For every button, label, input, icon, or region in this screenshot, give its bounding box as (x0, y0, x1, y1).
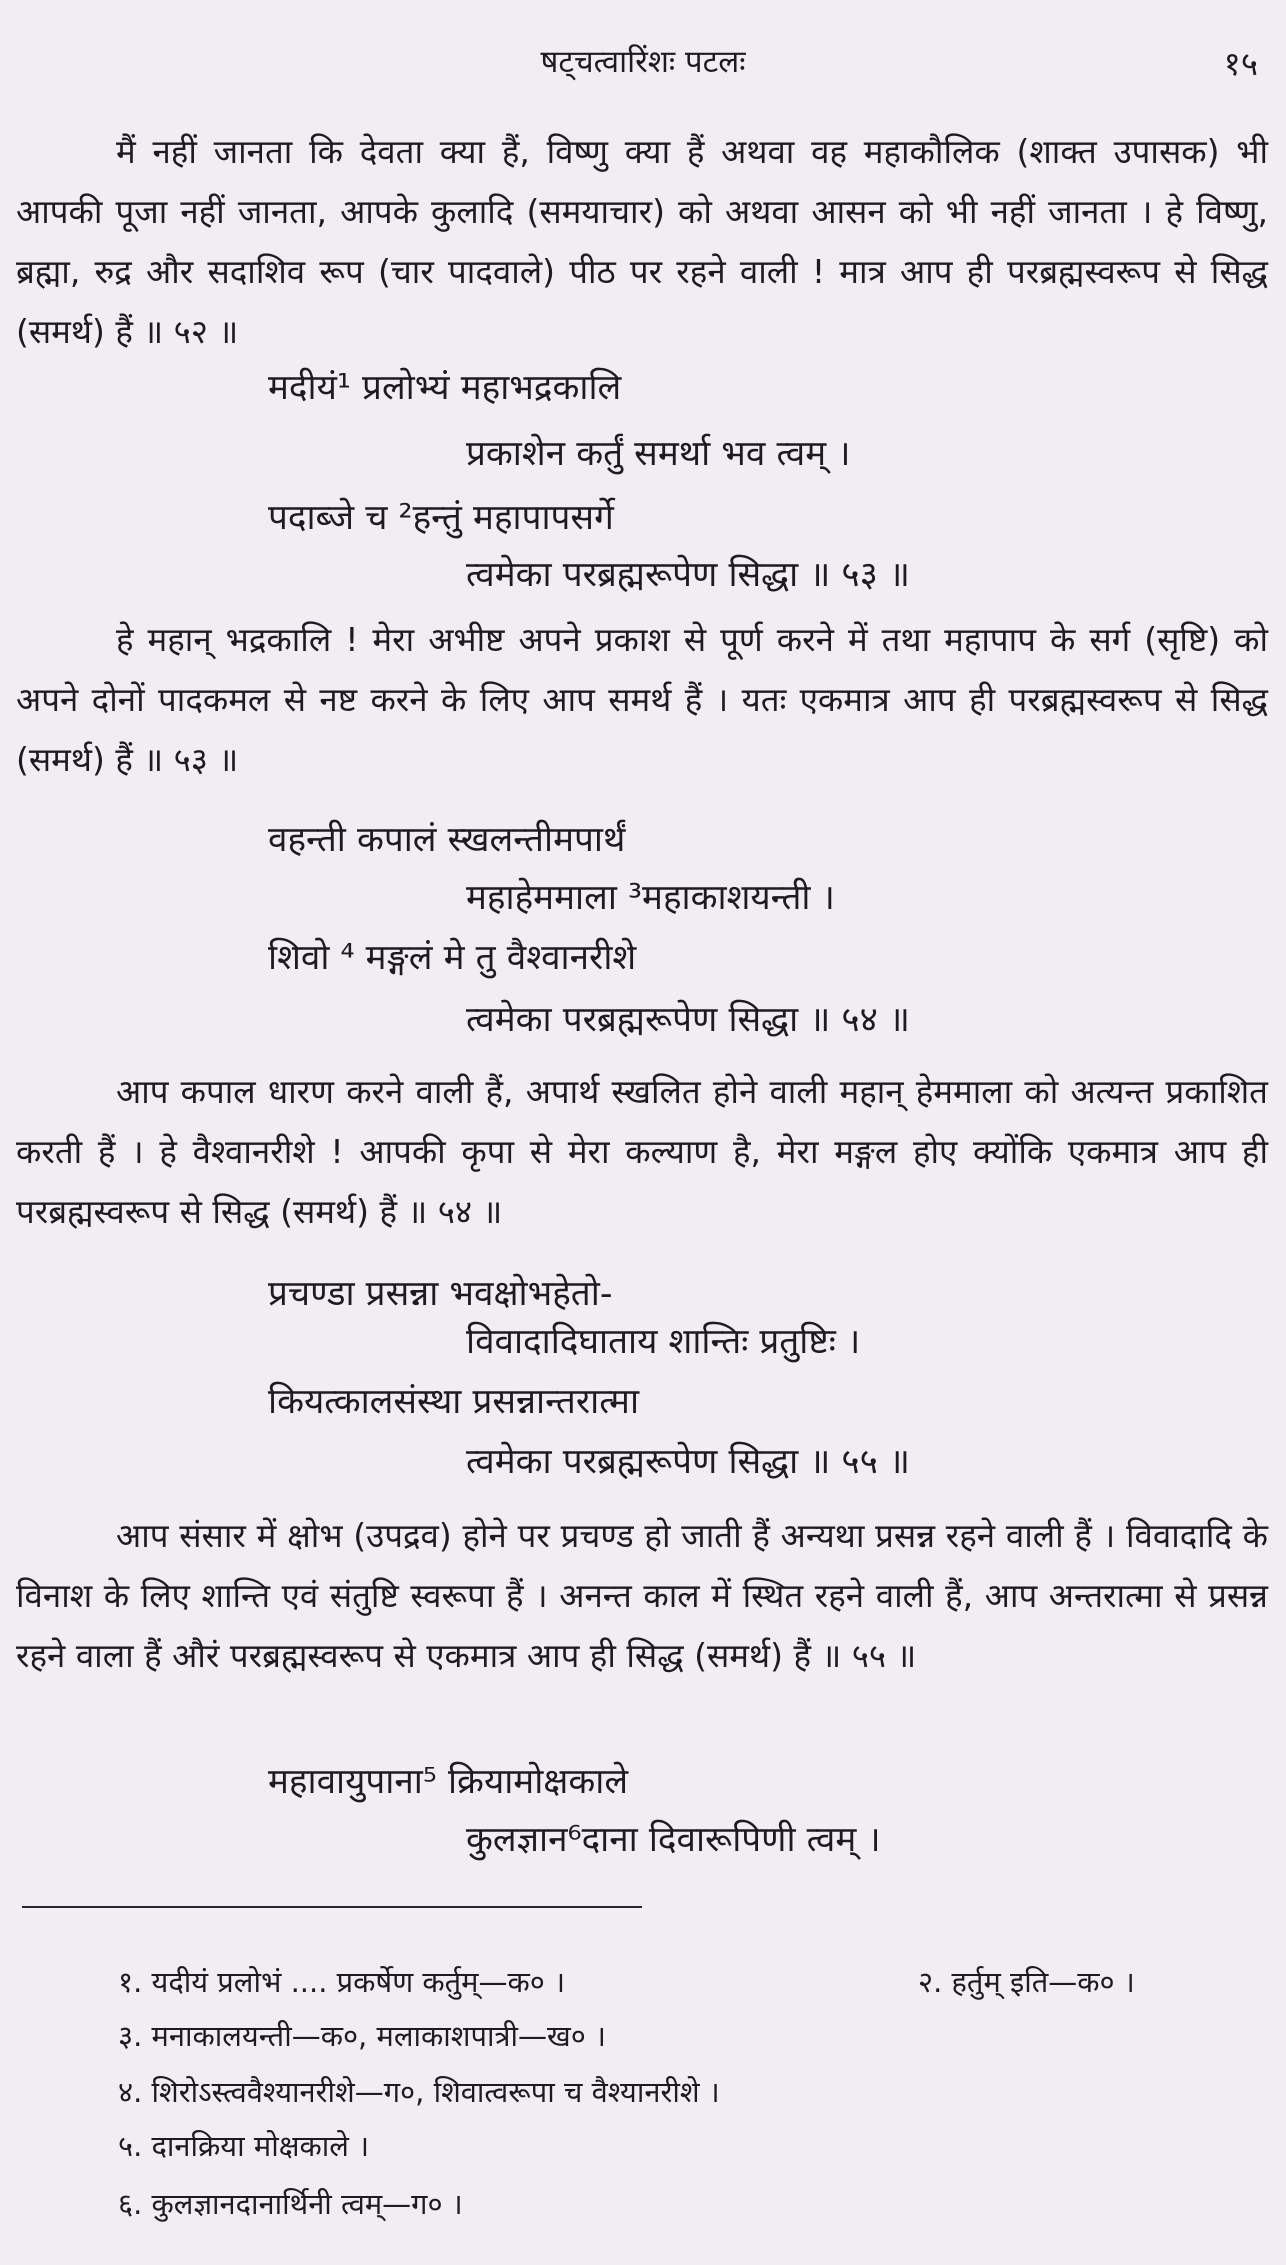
verse-line: कियत्कालसंस्था प्रसन्नान्तरात्मा (268, 1382, 640, 1422)
verse-line: महाहेममाला ³महाकाशयन्ती । (466, 878, 835, 918)
commentary-paragraph-55: आप संसार में क्षोभ (उपद्रव) होने पर प्रचण्ड हो जाती हैं अन्यथा प्रसन्न रहने वाली हैं । विवादादि के विनाश के लिए शान्ति एवं संतुष्टि स्वरूपा हैं । अनन्त काल में स्थित रहने वाली हैं, आप अन्तरात्मा से प्रसन्न रहने वाला हैं औरं परब्रह्मस्वरूप से एकमात्र आप ही सिद्ध (समर्थ) हैं ॥ ५५ ॥ (16, 1516, 1268, 1675)
verse-line: मदीयं¹ प्रलोभ्यं महाभद्रकालि (268, 368, 622, 408)
footnote-divider (22, 1906, 642, 1908)
page-header (0, 40, 1286, 84)
verse-line: शिवो ⁴ मङ्गलं मे तु वैश्वानरीशे (268, 938, 637, 978)
verse-line: कुलज्ञान⁶दाना दिवारूपिणी त्वम् । (466, 1820, 881, 1860)
verse-line: त्वमेका परब्रह्मरूपेण सिद्धा ॥ ५५ ॥ (466, 1442, 910, 1482)
verse-line: पदाब्जे च ²हन्तुं महापापसर्गे (268, 498, 614, 538)
footnote-1: १. यदीयं प्रलोभं .... प्रकर्षेण कर्तुम्—क० । (118, 1965, 566, 1999)
commentary-paragraph-54: आप कपाल धारण करने वाली हैं, अपार्थ स्खलित होने वाली महान् हेममाला को अत्यन्त प्रकाशित करती हैं । हे वैश्वानरीशे ! आपकी कृपा से मेरा कल्याण है, मेरा मङ्गल होए क्योंकि एकमात्र आप ही परब्रह्मस्वरूप से सिद्ध (समर्थ) हैं ॥ ५४ ॥ (16, 1072, 1268, 1231)
verse-line: विवादादिघाताय शान्तिः प्रतुष्टिः । (466, 1322, 861, 1362)
footnote-4: ४. शिरोऽस्त्ववैश्यानरीशे—ग०, शिवात्वरूपा च वैश्यानरीशे । (118, 2075, 720, 2109)
footnote-3: ३. मनाकालयन्ती—क०, मलाकाशपात्री—ख० । (118, 2019, 607, 2053)
verse-line: प्रचण्डा प्रसन्ना भवक्षोभहेतो- (268, 1274, 613, 1314)
verse-line: त्वमेका परब्रह्मरूपेण सिद्धा ॥ ५४ ॥ (466, 1000, 910, 1040)
chapter-title: षट्चत्वारिंशः पटलः (540, 44, 746, 80)
footnote-6: ६. कुलज्ञानदानार्थिनी त्वम्—ग० । (118, 2187, 463, 2221)
footnote-2: २. हर्तुम् इति—क० । (918, 1965, 1135, 1999)
footnote-5: ५. दानक्रिया मोक्षकाले । (118, 2129, 370, 2163)
verse-line: त्वमेका परब्रह्मरूपेण सिद्धा ॥ ५३ ॥ (466, 555, 910, 595)
commentary-paragraph-53: हे महान् भद्रकालि ! मेरा अभीष्ट अपने प्रकाश से पूर्ण करने में तथा महापाप के सर्ग (सृष्टि) को अपने दोनों पादकमल से नष्ट करने के लिए आप समर्थ हैं । यतः एकमात्र आप ही परब्रह्मस्वरूप से सिद्ध (समर्थ) हैं ॥ ५३ ॥ (16, 620, 1268, 779)
verse-line: प्रकाशेन कर्तुं समर्था भव त्वम् । (466, 434, 851, 474)
verse-line: महावायुपाना⁵ क्रियामोक्षकाले (268, 1762, 629, 1802)
verse-line: वहन्ती कपालं स्खलन्तीमपार्थं (268, 820, 626, 860)
page-number: १५ (1223, 44, 1258, 83)
commentary-paragraph-52: मैं नहीं जानता कि देवता क्या हैं, विष्णु क्या हैं अथवा वह महाकौलिक (शाक्त उपासक) भी आपकी पूजा नहीं जानता, आपके कुलादि (समयाचार) को अथवा आसन को भी नहीं जानता । हे विष्णु, ब्रह्मा, रुद्र और सदाशिव रूप (चार पादवाले) पीठ पर रहने वाली ! मात्र आप ही परब्रह्मस्वरूप से सिद्ध (समर्थ) हैं ॥ ५२ ॥ (16, 132, 1268, 351)
